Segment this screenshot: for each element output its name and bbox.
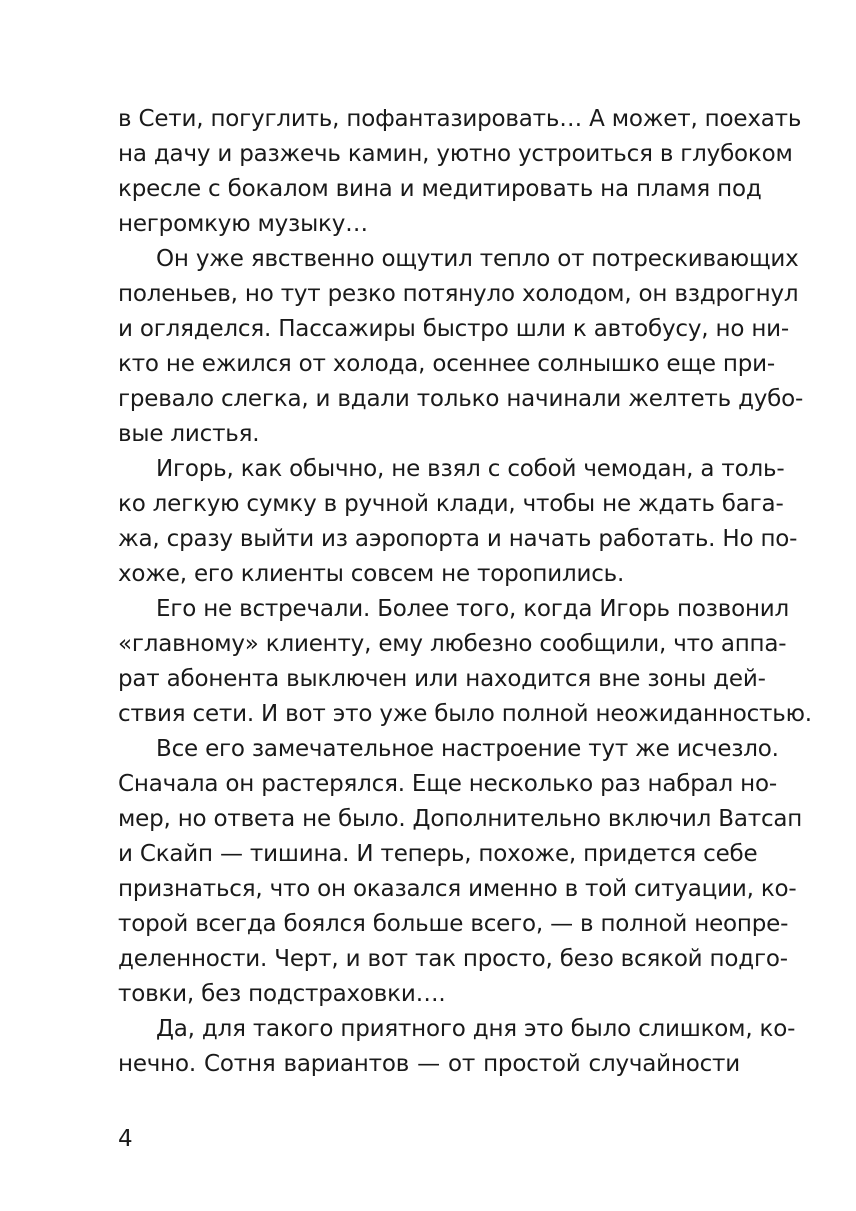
- text-line: гревало слегка, и вдали только начинали желтеть дубо-: [118, 386, 804, 412]
- text-line: «главному» клиенту, ему любезно сообщили, что аппа-: [118, 631, 787, 657]
- text-line: кресле с бокалом вина и медитировать на пламя под: [118, 176, 762, 202]
- text-line: признаться, что он оказался именно в той ситуации, ко-: [118, 876, 797, 902]
- text-line: товки, без подстраховки….: [118, 981, 446, 1007]
- text-line: торой всегда боялся больше всего, — в полной неопре-: [118, 911, 789, 937]
- text-line: на дачу и разжечь камин, уютно устроиться в глубоком: [118, 141, 793, 167]
- text-line: нечно. Сотня вариантов — от простой случайности: [118, 1051, 740, 1077]
- text-line: в Сети, погуглить, пофантазировать… А может, поехать: [118, 106, 802, 132]
- text-line: негромкую музыку…: [118, 211, 368, 237]
- text-line: ко легкую сумку в ручной клади, чтобы не ждать бага-: [118, 491, 784, 517]
- text-line: рат абонента выключен или находится вне зоны дей-: [118, 666, 766, 692]
- text-line: Его не встречали. Более того, когда Игорь позвонил: [156, 596, 790, 622]
- text-line: и огляделся. Пассажиры быстро шли к автобусу, но ни-: [118, 316, 789, 342]
- text-line: Игорь, как обычно, не взял с собой чемодан, а толь-: [156, 456, 785, 482]
- text-line: мер, но ответа не было. Дополнительно включил Ватсап: [118, 806, 803, 832]
- text-line: и Скайп — тишина. И теперь, похоже, придется себе: [118, 841, 758, 867]
- text-line: поленьев, но тут резко потянуло холодом, он вздрогнул: [118, 281, 799, 307]
- text-line: жа, сразу выйти из аэропорта и начать работать. Но по-: [118, 526, 798, 552]
- text-line: хоже, его клиенты совсем не торопились.: [118, 561, 625, 587]
- text-line: Он уже явственно ощутил тепло от потрескивающих: [156, 246, 799, 272]
- text-line: ствия сети. И вот это уже было полной неожиданностью.: [118, 701, 812, 727]
- body-text: [118, 102, 812, 1082]
- text-line: Сначала он растерялся. Еще несколько раз набрал но-: [118, 771, 777, 797]
- text-line: вые листья.: [118, 421, 260, 447]
- text-line: Все его замечательное настроение тут же исчезло.: [156, 736, 779, 762]
- text-line: деленности. Черт, и вот так просто, безо всякой подго-: [118, 946, 788, 972]
- text-line: кто не ежился от холода, осеннее солнышко еще при-: [118, 351, 775, 377]
- page-number: 4: [118, 1126, 133, 1152]
- text-line: Да, для такого приятного дня это было слишком, ко-: [156, 1016, 796, 1042]
